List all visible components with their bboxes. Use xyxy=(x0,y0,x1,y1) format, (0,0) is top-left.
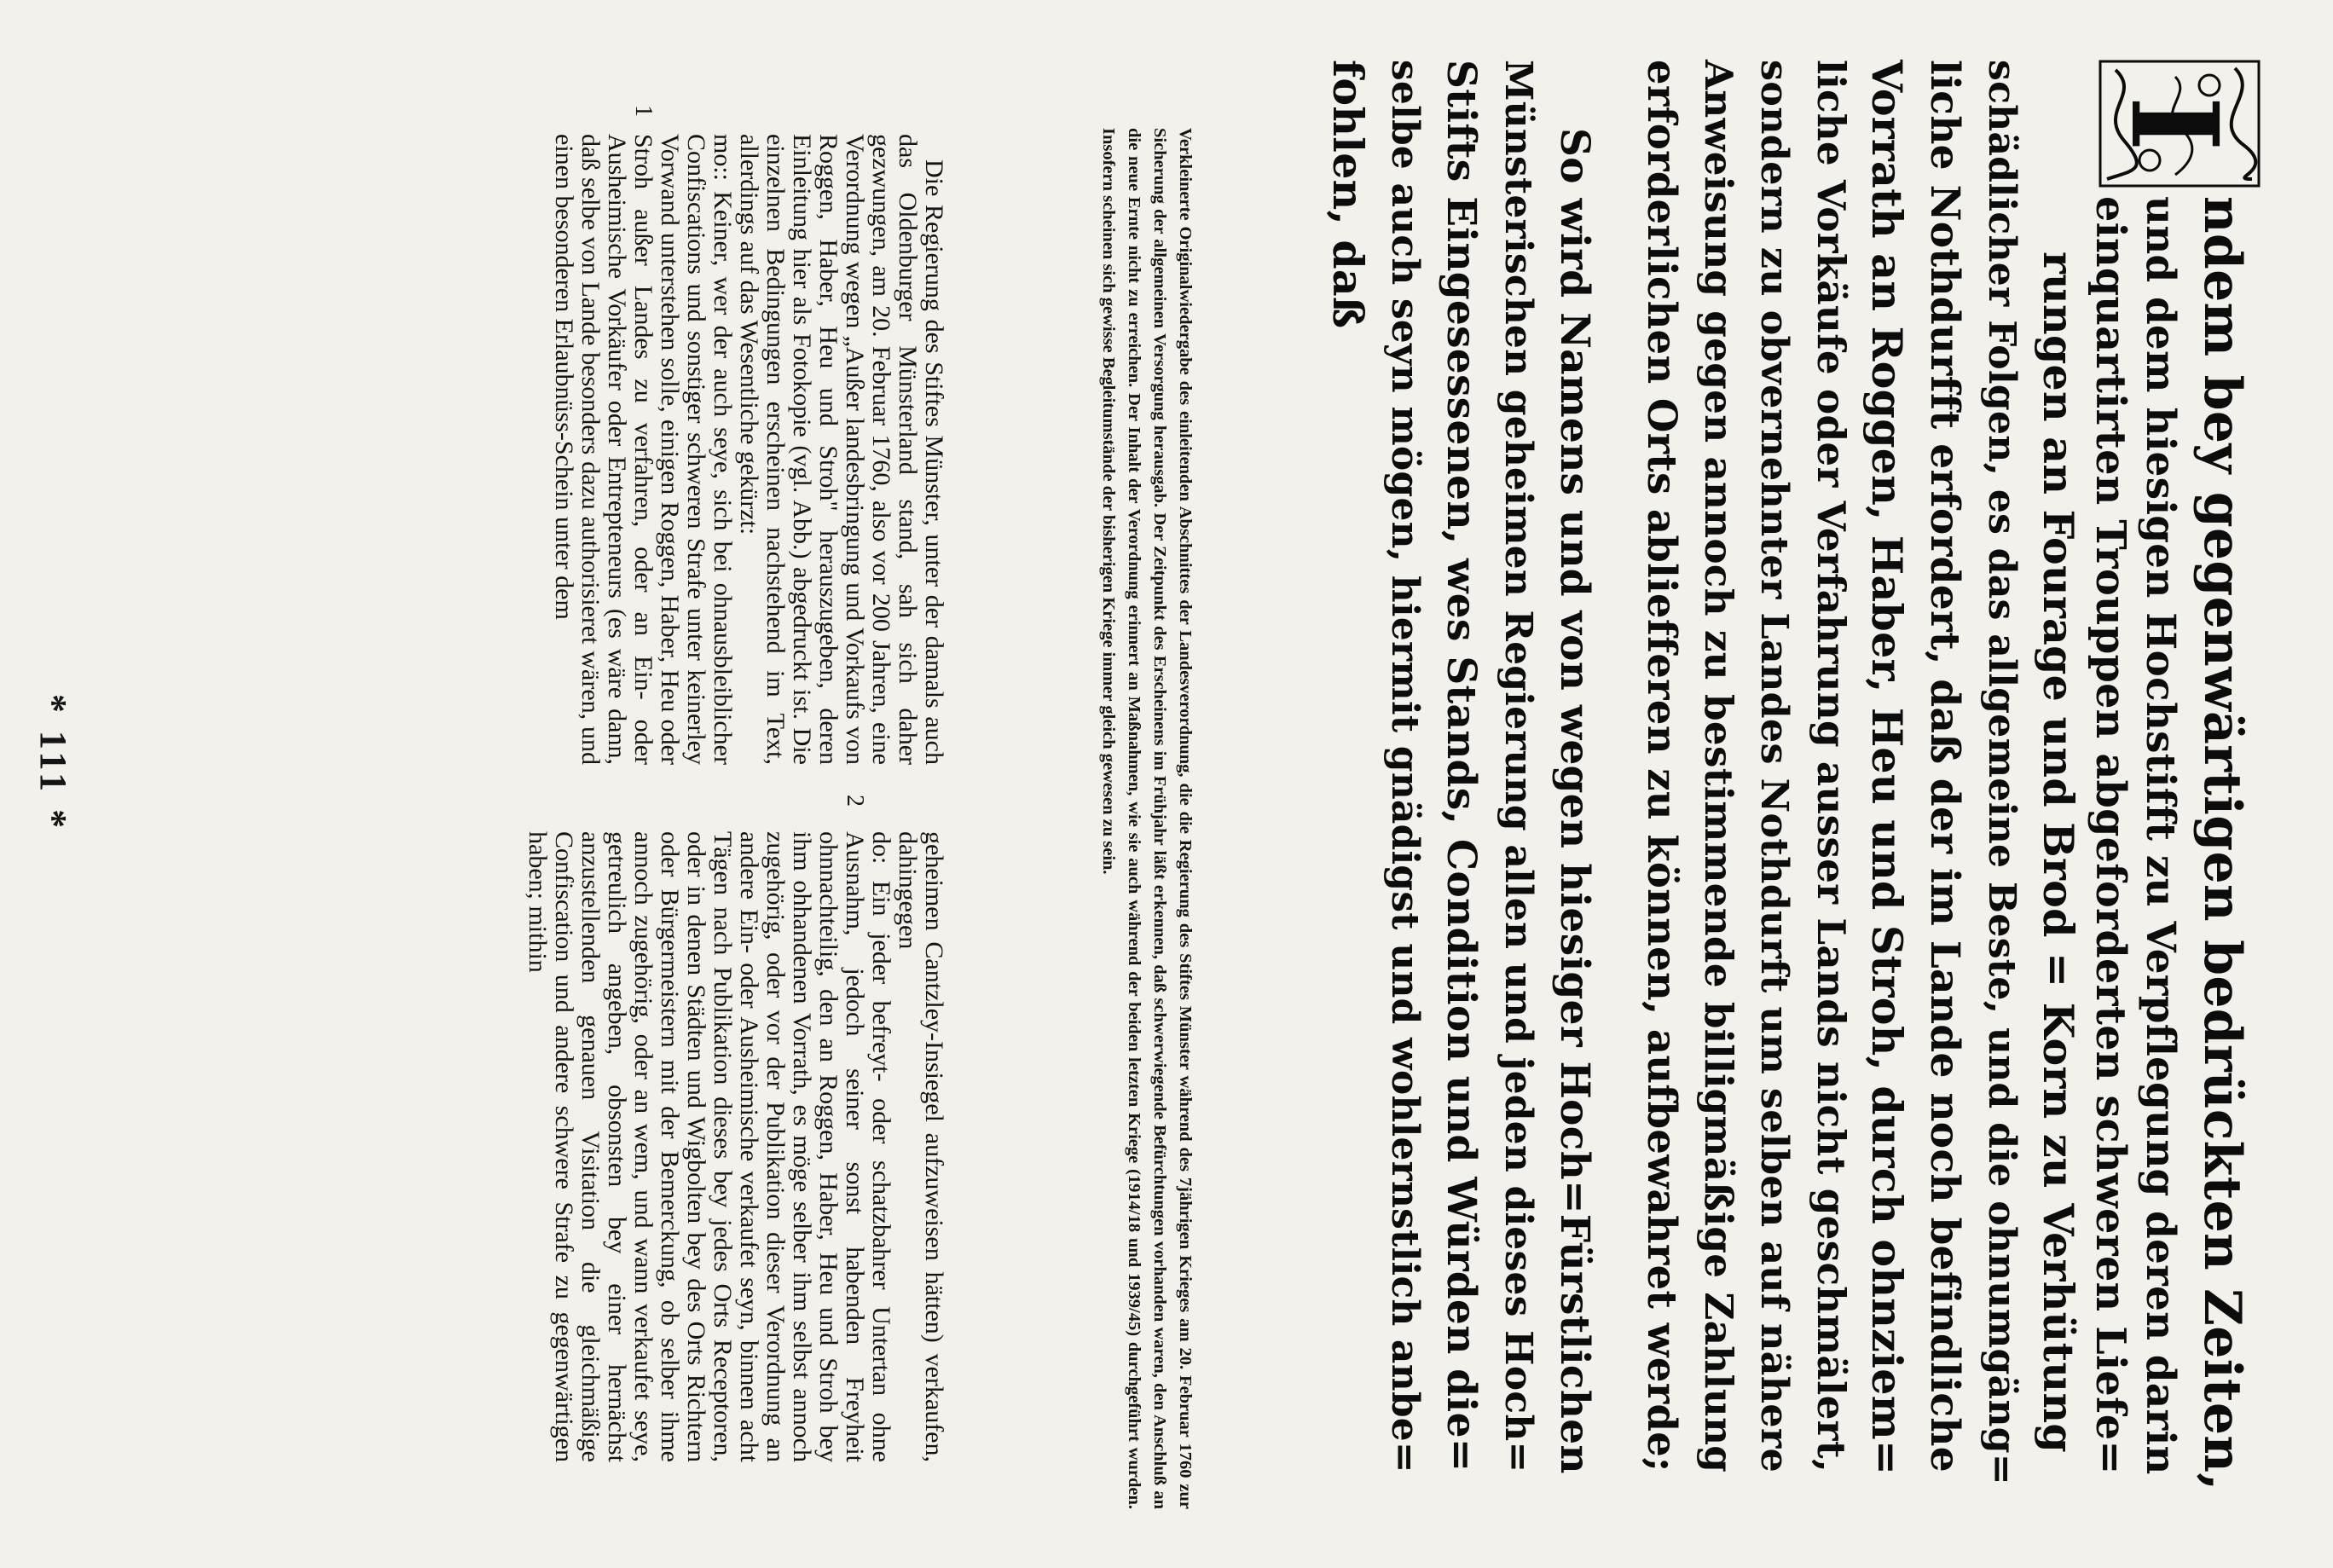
facsimile-line: liche Nothdurfft erfordert, daß der im Lande noch befindliche xyxy=(1921,60,1968,1473)
text-column-left xyxy=(550,105,948,765)
paragraph: Die Regierung des Stiftes Münster, unter der damals auch das Oldenburger Münsterland stand, sah sich daher gezwungen, am 20. Februar 1760, also vor 200 Jahren, eine Verordnung wegen „Außer landesbringung und Vorkaufs von Roggen, Haber, Heu und Stroh" herauszugeben, deren Einleitung hier als Fotokopie (vgl. Abb.) abgedruckt ist. Die einzelnen Bedingungen erscheinen nachstehend im Text, allerdings auf das Wesentliche gekürzt: xyxy=(735,134,948,765)
facsimile-line: Vorrath an Roggen, Haber, Heu und Stroh, durch ohnziem= xyxy=(1862,60,1912,1476)
figure-caption: Verkleinerte Originalwiedergabe des einleitenden Abschnittes der Landesverordnung, die die Regierung des Stiftes Münster während des 7jährigen Krieges am 20. Februar 1760 zur Sicherung der allgemeinen Versorgung herausgab. Der Zeitpunkt des Erscheinens im Frühjahr läßt erkennen, daß schwerwiegende Befürchtungen vorhanden waren, den Anschluß an die neue Ernte nicht zu erreichen. Der Inhalt der Verordnung erinnert an Maßnahmen, wie sie auch während der beiden letzten Kriege (1914/18 und 1939/45) durchgeführt wurden. Insofern scheinen sich gewisse Begleitumstände der bisherigen Kriege immer gleich gewesen zu sein. xyxy=(1099,128,1195,1509)
facsimile-line: einquartirten Trouppen abgeforderten schweren Liefe= xyxy=(2087,196,2134,1475)
facsimile-line: fohlen, daß xyxy=(1323,60,1373,329)
facsimile-line: sondern zu obvernehnter Landes Nothdurft um selben auf nähere xyxy=(1752,60,1797,1473)
footnote-marker: 1 xyxy=(630,105,657,117)
paragraph: do: Ein jeder befreyt- oder schatzbahrer Untertan ohne Ausnahm, jedoch seiner sonst habenden Freyheit ohnnachteilig, den an Roggen, Haber, Heu und Stroh bey ihm ohhandenen Vorrath, es möge selber ihm selbst annoch zugehörig, oder vor der Publikation dieser Verordnung an andere Ein- oder Ausheimische verkaufet seyn, binnen acht Tägen nach Publikation dieses bey jedes Orts Receptoren, oder in denen Städten und Wigbolten bey des Orts Richtern oder Bürgermeistern mit der Bemerckung, ob selber ihme annoch zugehörig, oder an wem, und wann verkaufet seye, getreulich angeben, obsonsten bey einer hernächst anzustellenden genauen Visitation die gleichmäßige Confiscation und andere schwere Strafe zu gegenwärtigen haben; mithin xyxy=(524,831,895,1462)
text-column-right xyxy=(524,795,948,1462)
facsimile-line: und dem hiesigen Hochstifft zu Verpflegung deren darin xyxy=(2137,196,2184,1475)
facsimile-line: rungen an Fourage und Brod = Korn zu Verhütung xyxy=(2034,252,2083,1453)
facsimile-line: ndem bey gegenwärtigen bedrückten Zeiten, xyxy=(2192,196,2252,1491)
facsimile-line: Stifts Eingesessenen, wes Stands, Condition und Würden die= xyxy=(1438,60,1485,1473)
decorated-initial-letter xyxy=(2099,60,2261,188)
fraktur-facsimile xyxy=(1229,60,2261,1501)
footnote-marker: 2 xyxy=(842,795,868,807)
facsimile-line: erforderlichen Orts abliefferen zu können, aufbewahret werde; xyxy=(1639,60,1686,1473)
facsimile-line: selbe auch seyn mögen, hiermit gnädigst und wohlernstlich anbe= xyxy=(1383,60,1427,1473)
page-number: * 111 * xyxy=(32,693,74,833)
paragraph: geheimen Cantzley-Insiegel aufzuweisen hätten) verkaufen, dahingegen xyxy=(894,831,948,1462)
paragraph: mo:: Keiner, wer der auch seye, sich bei ohnausbleiblicher Confiscations und sonstiger schweren Strafe unter keinerley Vorwand unterstehen solle, einigen Roggen, Haber, Heu oder Stroh außer Landes zu verfahren, oder an Ein- oder Ausheimische Vorkäufer oder Entrepteneurs (es wäre dann, daß selbe von Lande besonders dazu authorisieret wären, und einen besonderen Erlaubnüss-Schein unter dem xyxy=(550,134,737,765)
facsimile-line: Anweisung gegen annoch zu bestimmende billigmäßige Zahlung xyxy=(1696,60,1741,1473)
initial-letter: I xyxy=(2104,95,2243,152)
ornament-initial-icon xyxy=(2099,60,2261,188)
facsimile-line: So wird Namens und von wegen hiesiger Hoch=Fürstlichen xyxy=(1551,128,1598,1474)
facsimile-line: liche Vorkäufe oder Verfahrung ausser Lands nicht geschmälert, xyxy=(1809,60,1854,1473)
facsimile-line: Münsterischen geheimen Regierung allen und jeden dieses Hoch= xyxy=(1496,60,1540,1473)
facsimile-line: schädlicher Folgen, es das allgemeine Beste, und die ohnumgäng= xyxy=(1980,60,2023,1485)
